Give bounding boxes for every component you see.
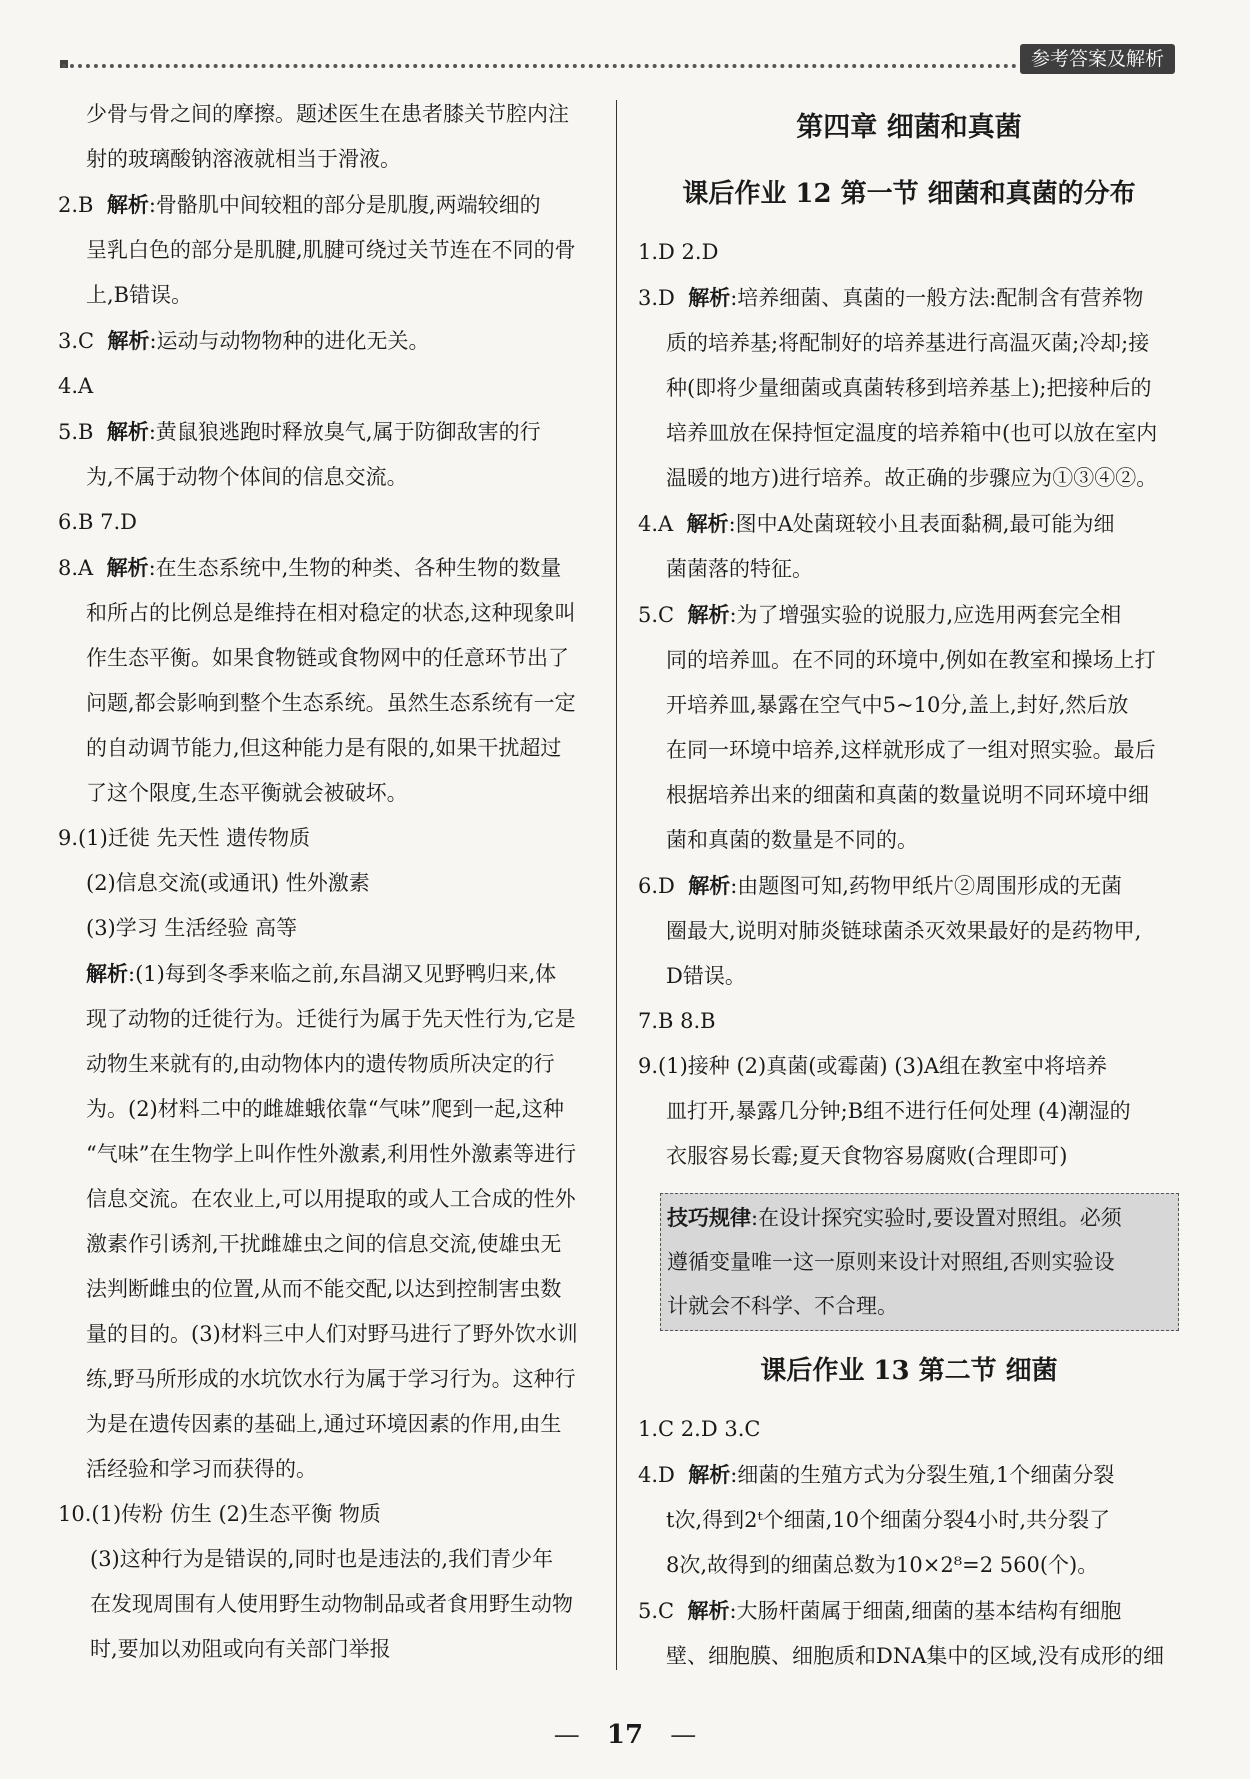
line-text: 壁、细胞膜、细胞质和DNA集中的区域,没有成形的细 (666, 1644, 1165, 1668)
text-line (638, 818, 1180, 863)
line-text: :图中A处菌斑较小且表面黏稠,最可能为细 (728, 512, 1115, 536)
line-text: 了这个限度,生态平衡就会被破坏。 (86, 781, 408, 805)
text-line (58, 228, 598, 273)
chapter-title: 第四章 细菌和真菌 (796, 112, 1022, 143)
text-line (638, 275, 1180, 321)
tip-line: 计就会不科学、不合理。 (667, 1294, 898, 1318)
text-line (58, 591, 598, 636)
text-line (58, 1267, 598, 1312)
line-text: 为,不属于动物个体间的信息交流。 (86, 465, 408, 489)
line-text: 衣服容易长霉;夏天食物容易腐败(合理即可) (666, 1144, 1068, 1168)
line-text: :黄鼠狼逃跑时释放臭气,属于防御敌害的行 (148, 420, 541, 444)
text-line (638, 501, 1180, 547)
line-text: 和所占的比例总是维持在相对稳定的状态,这种现象叫 (86, 601, 576, 625)
left-column (58, 92, 598, 1672)
line-text: 激素作引诱剂,干扰雌雄虫之间的信息交流,使雄虫无 (86, 1232, 562, 1256)
question-number: 5.C (638, 603, 675, 627)
line-text: “气味”在生物学上叫作性外激素,利用性外激素等进行 (86, 1142, 577, 1166)
right-column (638, 92, 1180, 1679)
line-text: 在同一环境中培养,这样就形成了一组对照实验。最后 (666, 738, 1156, 762)
line-text: 时,要加以劝阻或向有关部门举报 (90, 1637, 391, 1661)
text-line (58, 771, 598, 816)
line-text: t次,得到2ᵗ个细菌,10个细菌分裂4小时,共分裂了 (666, 1508, 1111, 1532)
footer-dash-left: — (553, 1720, 580, 1750)
line-text: 在发现周围有人使用野生动物制品或者食用野生动物 (90, 1592, 573, 1616)
line-text: (3)这种行为是错误的,同时也是违法的,我们青少年 (90, 1547, 554, 1571)
text-line (638, 547, 1180, 592)
line-text: 皿打开,暴露几分钟;B组不进行任何处理 (4)潮湿的 (666, 1099, 1131, 1123)
text-line (638, 954, 1180, 999)
text-line (58, 997, 598, 1042)
text-line (638, 1498, 1180, 1543)
text-line (58, 409, 598, 455)
text-line (638, 456, 1180, 501)
text-line (58, 455, 598, 500)
text-line (58, 906, 598, 951)
text-line (638, 683, 1180, 728)
line-text: :运动与动物物种的进化无关。 (149, 329, 430, 353)
question-number: 6.B 7.D (58, 510, 138, 534)
analysis-label: 解析 (688, 873, 731, 898)
line-text: 开培养皿,暴露在空气中5~10分,盖上,封好,然后放 (666, 693, 1129, 717)
line-text: 问题,都会影响到整个生态系统。虽然生态系统有一定 (86, 691, 576, 715)
line-text: 练,野马所形成的水坑饮水行为属于学习行为。这种行 (86, 1367, 576, 1391)
text-line (638, 999, 1180, 1044)
text-line (638, 1089, 1180, 1134)
line-text: 为。(2)材料二中的雌雄蛾依靠“气味”爬到一起,这种 (86, 1097, 564, 1121)
text-line (58, 1492, 598, 1537)
text-line (638, 1044, 1180, 1089)
line-text: 培养皿放在保持恒定温度的培养箱中(也可以放在室内 (666, 421, 1158, 445)
question-number: 2.B (58, 193, 94, 217)
question-number: 6.D (638, 874, 675, 898)
text-line (58, 1222, 598, 1267)
question-number: 3.C (58, 329, 95, 353)
question-number: 7.B 8.B (638, 1009, 716, 1033)
question-number: 4.A (58, 374, 94, 398)
page-number: 17 (606, 1720, 644, 1750)
line-text: 少骨与骨之间的摩擦。题述医生在患者膝关节腔内注 (86, 102, 569, 126)
text-line (638, 1588, 1180, 1634)
section-title-12: 课后作业 12 第一节 细菌和真菌的分布 (682, 179, 1136, 209)
text-line (638, 909, 1180, 954)
line-text: 菌和真菌的数量是不同的。 (666, 828, 918, 852)
analysis-label: 解析 (687, 602, 730, 627)
line-text: 8次,故得到的细菌总数为10×2⁸=2 560(个)。 (666, 1553, 1099, 1577)
line-text: :(1)每到冬季来临之前,东昌湖又见野鸭归来,体 (128, 962, 557, 986)
text-line (638, 1543, 1180, 1588)
line-text: (2)信息交流(或通讯) 性外激素 (86, 871, 370, 895)
section-12-answers (638, 230, 1180, 1179)
question-number: 9.(1)接种 (2)真菌(或霉菌) (3)A组在教室中将培养 (638, 1054, 1108, 1078)
footer-dash-right: — (670, 1720, 697, 1750)
text-line (638, 773, 1180, 818)
line-text: :由题图可知,药物甲纸片②周围形成的无菌 (730, 874, 1122, 898)
analysis-label: 解析 (106, 192, 149, 217)
text-line (58, 1132, 598, 1177)
analysis-label: 解析 (86, 961, 128, 986)
text-line (58, 816, 598, 861)
text-line (58, 364, 598, 409)
line-text: 根据培养出来的细菌和真菌的数量说明不同环境中细 (666, 783, 1149, 807)
text-line (58, 951, 598, 997)
text-line (58, 137, 598, 182)
text-line (58, 1447, 598, 1492)
section-title-13: 课后作业 13 第二节 细菌 (760, 1356, 1058, 1386)
line-text: 作生态平衡。如果食物链或食物网中的任意环节出了 (86, 646, 569, 670)
text-line (638, 230, 1180, 275)
text-line (638, 638, 1180, 683)
text-line (638, 411, 1180, 456)
line-text: 活经验和学习而获得的。 (86, 1457, 317, 1481)
tip-line: 遵循变量唯一这一原则来设计对照组,否则实验设 (667, 1250, 1115, 1274)
question-number: 5.C (638, 1599, 675, 1623)
line-text: 上,B错误。 (86, 283, 193, 307)
tip-box (660, 1193, 1179, 1331)
question-number: 8.A (58, 556, 94, 580)
text-line (58, 92, 598, 137)
text-line (638, 728, 1180, 773)
line-text: 温暖的地方)进行培养。故正确的步骤应为①③④②。 (666, 466, 1158, 490)
tip-label: 技巧规律 (667, 1205, 751, 1230)
text-line (58, 1087, 598, 1132)
line-text: 现了动物的迁徙行为。迁徙行为属于先天性行为,它是 (86, 1007, 576, 1031)
text-line (58, 1582, 598, 1627)
line-text: 信息交流。在农业上,可以用提取的或人工合成的性外 (86, 1187, 576, 1211)
text-line (58, 1537, 598, 1582)
analysis-label: 解析 (688, 285, 731, 310)
line-text: :细菌的生殖方式为分裂生殖,1个细菌分裂 (730, 1463, 1115, 1487)
line-text: :骨骼肌中间较粗的部分是肌腹,两端较细的 (148, 193, 541, 217)
text-line (638, 592, 1180, 638)
analysis-label: 解析 (106, 555, 149, 580)
line-text: :培养细菌、真菌的一般方法:配制含有营养物 (730, 286, 1144, 310)
line-text: 质的培养基;将配制好的培养基进行高温灭菌;冷却;接 (666, 331, 1150, 355)
text-line (58, 1627, 598, 1672)
line-text: (3)学习 生活经验 高等 (86, 916, 298, 940)
question-number: 9.(1)迁徙 先天性 遗传物质 (58, 826, 311, 850)
analysis-label: 解析 (106, 419, 149, 444)
section-13-answers (638, 1407, 1180, 1679)
line-text: 为是在遗传因素的基础上,通过环境因素的作用,由生 (86, 1412, 562, 1436)
header-badge: 参考答案及解析 (1020, 44, 1175, 74)
question-number: 1.D 2.D (638, 240, 719, 264)
analysis-label: 解析 (688, 1462, 731, 1487)
question-number: 4.D (638, 1463, 675, 1487)
text-line (638, 366, 1180, 411)
page-number-footer (0, 1720, 1250, 1750)
analysis-label: 解析 (687, 1598, 730, 1623)
line-text: :为了增强实验的说服力,应选用两套完全相 (729, 603, 1122, 627)
question-number: 10.(1)传粉 仿生 (2)生态平衡 物质 (58, 1502, 381, 1526)
question-number: 5.B (58, 420, 94, 444)
text-line (58, 1177, 598, 1222)
text-line (58, 182, 598, 228)
text-line (638, 863, 1180, 909)
text-line (58, 636, 598, 681)
text-line (58, 500, 598, 545)
text-line (58, 1312, 598, 1357)
text-line (58, 726, 598, 771)
line-text: 呈乳白色的部分是肌腱,肌腱可绕过关节连在不同的骨 (86, 238, 576, 262)
text-line (638, 321, 1180, 366)
question-number: 4.A (638, 512, 674, 536)
text-line (638, 1134, 1180, 1179)
line-text: D错误。 (666, 964, 746, 988)
text-line (638, 1634, 1180, 1679)
text-line (638, 1452, 1180, 1498)
tip-line: :在设计探究实验时,要设置对照组。必须 (751, 1206, 1122, 1230)
line-text: 种(即将少量细菌或真菌转移到培养基上);把接种后的 (666, 376, 1152, 400)
line-text: 菌菌落的特征。 (666, 557, 813, 581)
text-line (58, 545, 598, 591)
text-line (58, 318, 598, 364)
line-text: 射的玻璃酸钠溶液就相当于滑液。 (86, 147, 401, 171)
line-text: 动物生来就有的,由动物体内的遗传物质所决定的行 (86, 1052, 555, 1076)
line-text: 量的目的。(3)材料三中人们对野马进行了野外饮水训 (86, 1322, 578, 1346)
text-line (58, 861, 598, 906)
text-line (58, 273, 598, 318)
text-line (58, 1042, 598, 1087)
line-text: 法判断雌虫的位置,从而不能交配,以达到控制害虫数 (86, 1277, 562, 1301)
question-number: 1.C 2.D 3.C (638, 1417, 761, 1441)
header-dotted-rule (62, 64, 1017, 68)
text-line (58, 681, 598, 726)
line-text: 的自动调节能力,但这种能力是有限的,如果干扰超过 (86, 736, 562, 760)
text-line (638, 1407, 1180, 1452)
analysis-label: 解析 (686, 511, 729, 536)
question-number: 3.D (638, 286, 675, 310)
text-line (58, 1402, 598, 1447)
line-text: 圈最大,说明对肺炎链球菌杀灭效果最好的是药物甲, (666, 919, 1142, 943)
text-line (58, 1357, 598, 1402)
column-divider (616, 100, 617, 1670)
line-text: :大肠杆菌属于细菌,细菌的基本结构有细胞 (729, 1599, 1122, 1623)
line-text: :在生态系统中,生物的种类、各种生物的数量 (148, 556, 562, 580)
line-text: 同的培养皿。在不同的环境中,例如在教室和操场上打 (666, 648, 1156, 672)
analysis-label: 解析 (107, 328, 150, 353)
